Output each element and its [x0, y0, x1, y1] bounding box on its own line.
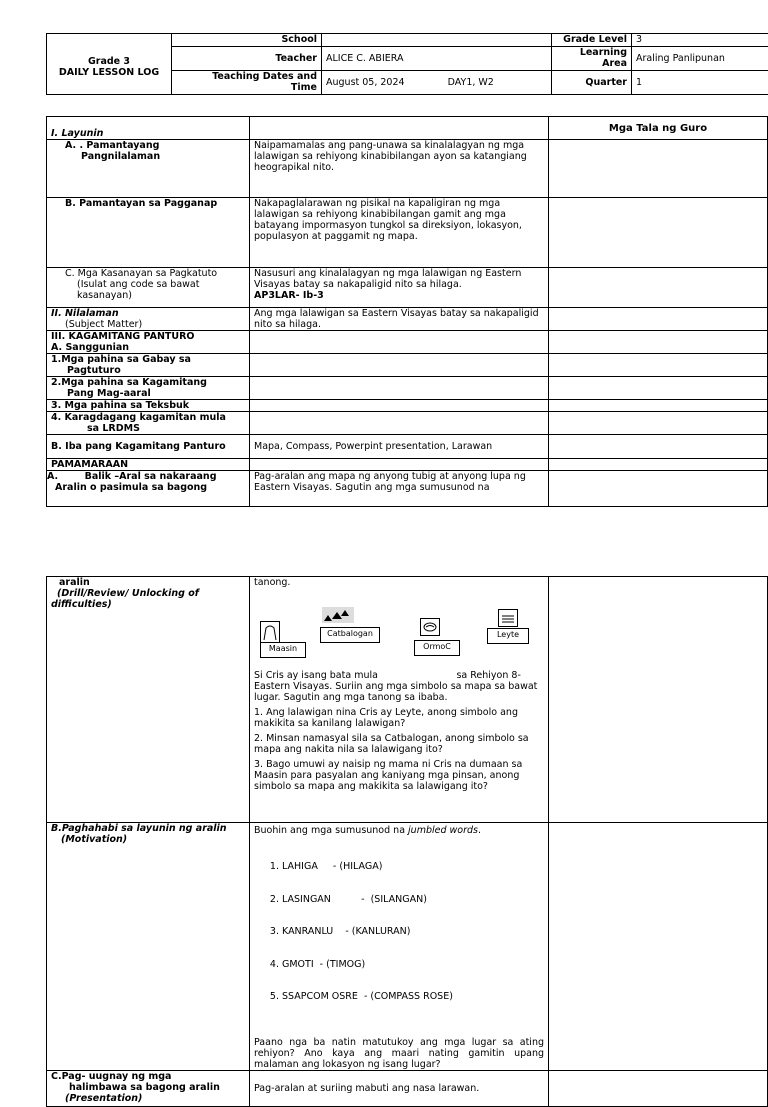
balik-aral-text: Pag-aralan ang mapa ng anyong tubig at anyong lupa ng Eastern Visayas. Sagutin ang mga sumusunod na — [250, 471, 549, 507]
notes-cell — [549, 400, 768, 412]
notes-cell — [549, 377, 768, 400]
peaks-icon — [322, 607, 354, 623]
jumbled-intro: Buohin ang mga sumusunod na jumbled words. — [254, 825, 544, 836]
notes-cell — [549, 412, 768, 435]
iba-pang-kagamitan-text: Mapa, Compass, Powerpint presentation, Larawan — [250, 435, 549, 459]
balik-aral-label: A. Balik –Aral sa nakaraang Aralin o pasimula sa bagong — [47, 471, 250, 507]
presentation-text: Pag-aralan at suriing mabuti ang nasa larawan. — [250, 1070, 549, 1106]
school-value — [322, 34, 552, 47]
grade-level-value: 3 — [632, 34, 768, 47]
notes-cell — [549, 435, 768, 459]
notes-cell — [549, 268, 768, 308]
kagamitang-blank — [250, 377, 549, 400]
question-1: 1. Ang lalawigan nina Cris ay Leyte, anong simbolo ang makikita sa kanilang lalawigan? — [254, 707, 544, 729]
presentation-label: C.Pag- uugnay ng mga halimbawa sa bagong aralin (Presentation) — [47, 1070, 250, 1106]
dates-text: August 05, 2024 — [326, 77, 405, 88]
layunin-blank — [250, 117, 549, 140]
pamamaraan-blank — [250, 459, 549, 471]
nilalaman-label: II. Nilalaman (Subject Matter) — [47, 308, 250, 331]
quarter-label: Quarter — [552, 71, 632, 95]
notes-cell — [549, 1070, 768, 1106]
dll-title: Grade 3 DAILY LESSON LOG — [47, 34, 172, 95]
lesson-table-page2 — [46, 576, 768, 1107]
list-item: 1. LAHIGA - (HILAGA) — [282, 862, 544, 873]
pamantayang-nilalaman-text: Naipamamalas ang pang-unawa sa kinalalagyan ng mga lalawigan sa rehiyong kinabibilangan ayon sa katangiang heograpikal nito. — [250, 140, 549, 198]
teksbuk-blank — [250, 400, 549, 412]
notes-cell — [549, 308, 768, 331]
day-text: DAY1, W2 — [448, 77, 494, 88]
jumbled-words-list — [254, 840, 544, 1025]
list-item: 3. KANRANLU - (KANLURAN) — [282, 927, 544, 938]
notes-cell — [549, 459, 768, 471]
lrdms-label: 4. Karagdagang kagamitan mula sa LRDMS — [47, 412, 250, 435]
drill-label: aralin (Drill/Review/ Unlocking of difficulties) — [47, 577, 250, 823]
gabay-label: 1.Mga pahina sa Gabay sa Pagtuturo — [47, 354, 250, 377]
question-3: 3. Bago umuwi ay naisip ng mama ni Cris na dumaan sa Maasin para pasyalan ang kaniyang mga pinsan, anong simbolo sa mapa ang makikita sa lalawigang ito? — [254, 759, 544, 792]
motivation-content — [250, 823, 549, 1071]
notes-cell — [549, 331, 768, 354]
notes-cell — [549, 577, 768, 823]
water-icon — [498, 609, 518, 627]
lake-icon — [420, 618, 440, 636]
gabay-blank — [250, 354, 549, 377]
notes-cell — [549, 140, 768, 198]
pamantayan-pagganap-label: B. Pamantayan sa Pagganap — [47, 198, 250, 268]
mountain-icon — [260, 621, 280, 643]
drill-paragraph: Si Cris ay isang bata mula sa Rehiyon 8-Eastern Visayas. Suriin ang mga simbolo sa mapa sa bawat lugar. Sagutin ang mga tanong sa ibaba. — [254, 670, 544, 703]
pamantayang-nilalaman-label: A. . Pamantayang Pangnilalaman — [47, 140, 250, 198]
motivation-label: B.Paghahabi sa layunin ng aralin (Motivation) — [47, 823, 250, 1071]
teacher-value: ALICE C. ABIERA — [322, 47, 552, 71]
notes-cell — [549, 823, 768, 1071]
kasanayan-label: C. Mga Kasanayan sa Pagkatuto (Isulat ang code sa bawat kasanayan) — [47, 268, 250, 308]
teksbuk-label: 3. Mga pahina sa Teksbuk — [47, 400, 250, 412]
question-2: 2. Minsan namasyal sila sa Catbalogan, anong simbolo sa mapa ang nakita nila sa lalawigang ito? — [254, 733, 544, 755]
list-item: 4. GMOTI - (TIMOG) — [282, 960, 544, 971]
leyte-label: Leyte — [487, 628, 529, 644]
lesson-table-page1 — [46, 116, 768, 507]
dates-label: Teaching Dates and Time — [172, 71, 322, 95]
kagamitan-blank — [250, 331, 549, 354]
teacher-label: Teacher — [172, 47, 322, 71]
learning-area-label: Learning Area — [552, 47, 632, 71]
layunin-heading: I. Layunin — [47, 117, 250, 140]
competency-code: AP3LAR- Ib-3 — [254, 290, 544, 301]
lrdms-blank — [250, 412, 549, 435]
ormoc-label: OrmoC — [414, 640, 460, 656]
dates-value — [322, 71, 552, 95]
notes-header: Mga Tala ng Guro — [549, 117, 768, 140]
notes-cell — [549, 471, 768, 507]
nilalaman-text: Ang mga lalawigan sa Eastern Visayas batay sa nakapaligid nito sa hilaga. — [250, 308, 549, 331]
pamamaraan-heading: PAMAMARAAN — [47, 459, 250, 471]
header-table — [46, 33, 768, 95]
pamantayan-pagganap-text: Nakapaglalarawan ng pisikal na kapaligiran ng mga lalawigan sa rehiyong kinabibilangan gamit ang mga batayang impormasyon tungkol sa direksiyon, lokasyon, populasyon at paggamit ng mapa. — [250, 198, 549, 268]
motivation-paragraph: Paano nga ba natin matutukoy ang mga lugar sa ating rehiyon? Ano kaya ang maari nating gamitin upang malaman ang lokasyon ng isang lugar? — [254, 1037, 544, 1070]
school-label: School — [172, 34, 322, 47]
maasin-label: Maasin — [260, 642, 306, 658]
notes-cell — [549, 354, 768, 377]
learning-area-value: Araling Panlipunan — [632, 47, 768, 71]
grade-level-label: Grade Level — [552, 34, 632, 47]
list-item: 2. LASINGAN - (SILANGAN) — [282, 895, 544, 906]
iba-pang-kagamitan-label: B. Iba pang Kagamitang Panturo — [47, 435, 250, 459]
list-item: 5. SSAPCOM OSRE - (COMPASS ROSE) — [282, 992, 544, 1003]
map-symbols — [254, 588, 544, 666]
drill-content: tanong. Maasin Catbalogan OrmoC Leyte Si Cris ay isang bata mula sa Rehiyon 8-Eastern Visayas. Suriin ang mga simbolo sa mapa sa bawat lugar. Sagutin ang mga tanong sa ibaba. 1. Ang lalawigan nina Cris ay Leyte, anong simbolo ang makikita sa kanilang lalawigan? 2. Minsan namasyal sila sa Catbalogan, anong simbolo sa mapa ang nakita nila sa lalawigang ito? 3. Bago umuwi ay naisip ng mama ni Cris na dumaan sa Maasin para pasyalan ang kaniyang mga pinsan, anong simbolo sa mapa ang makikita sa lalawigang ito? — [250, 577, 549, 823]
kasanayan-text: Nasusuri ang kinalalagyan ng mga lalawigan ng Eastern Visayas batay sa nakapaligid nito sa hilaga. AP3LAR- Ib-3 — [250, 268, 549, 308]
kagamitang-label: 2.Mga pahina sa Kagamitang Pang Mag-aaral — [47, 377, 250, 400]
kagamitan-label: III. KAGAMITANG PANTURO A. Sanggunian — [47, 331, 250, 354]
catbalogan-label: Catbalogan — [320, 627, 380, 643]
notes-cell — [549, 198, 768, 268]
quarter-value: 1 — [632, 71, 768, 95]
